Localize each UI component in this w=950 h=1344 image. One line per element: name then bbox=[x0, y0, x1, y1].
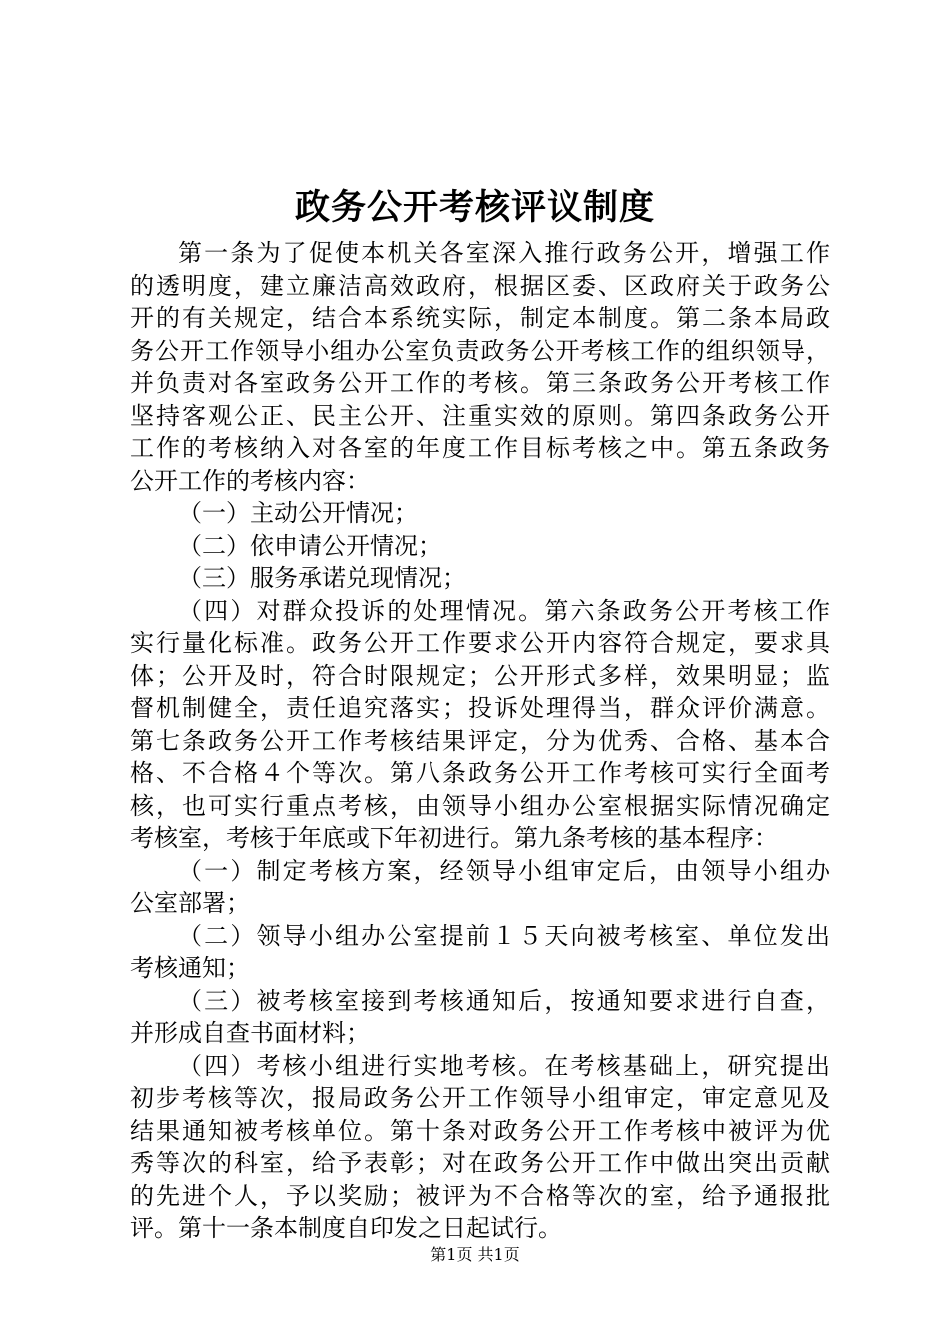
document-title: 政务公开考核评议制度 bbox=[294, 187, 655, 228]
body-text-line: 公开工作的考核内容： bbox=[130, 466, 370, 495]
body-text-line: 坚持客观公正、民主公开、注重实效的原则。第四条政务公开 bbox=[130, 401, 830, 430]
body-text-line: 核，也可实行重点考核，由领导小组办公室根据实际情况确定 bbox=[130, 791, 830, 820]
body-text-line: 开的有关规定，结合本系统实际，制定本制度。第二条本局政 bbox=[130, 304, 830, 332]
body-text-line: （一）制定考核方案，经领导小组审定后，由领导小组办 bbox=[178, 856, 830, 885]
body-text-line: 体；公开及时，符合时限规定；公开形式多样，效果明显；监 bbox=[130, 661, 830, 690]
body-text-line: 务公开工作领导小组办公室负责政务公开考核工作的组织领导， bbox=[130, 336, 830, 365]
body-text-line: （二）依申请公开情况； bbox=[178, 531, 442, 560]
body-text-line: （三）被考核室接到考核通知后，按通知要求进行自查， bbox=[178, 986, 830, 1015]
body-text-line: 督机制健全，责任追究落实；投诉处理得当，群众评价满意。 bbox=[130, 694, 830, 722]
body-text-line: 格、不合格４个等次。第八条政务公开工作考核可实行全面考 bbox=[130, 759, 830, 787]
body-text-line: 实行量化标准。政务公开工作要求公开内容符合规定，要求具 bbox=[130, 629, 830, 657]
body-text-line: （四）考核小组进行实地考核。在考核基础上，研究提出 bbox=[178, 1051, 830, 1080]
body-text-line: 公室部署； bbox=[130, 889, 250, 917]
body-text-line: 初步考核等次，报局政务公开工作领导小组审定，审定意见及 bbox=[130, 1084, 830, 1112]
body-text-line: 秀等次的科室，给予表彰；对在政务公开工作中做出突出贡献 bbox=[130, 1149, 830, 1177]
body-text-line: 的先进个人，予以奖励；被评为不合格等次的室，给予通报批 bbox=[130, 1181, 830, 1210]
body-text-line: （一）主动公开情况； bbox=[178, 499, 418, 527]
body-text-line: 并负责对各室政务公开工作的考核。第三条政务公开考核工作 bbox=[130, 369, 830, 397]
body-text-line: 第一条为了促使本机关各室深入推行政务公开，增强工作 bbox=[178, 239, 830, 267]
body-text-line: 工作的考核纳入对各室的年度工作目标考核之中。第五条政务 bbox=[130, 434, 830, 462]
body-text-line: 第七条政务公开工作考核结果评定，分为优秀、合格、基本合 bbox=[130, 726, 830, 755]
body-text-line: 考核通知； bbox=[130, 954, 250, 982]
body-text-line: 评。第十一条本制度自印发之日起试行。 bbox=[130, 1214, 562, 1242]
document-body bbox=[130, 237, 830, 1245]
body-text-line: 并形成自查书面材料； bbox=[130, 1019, 370, 1047]
body-text-line: （二）领导小组办公室提前１５天向被考核室、单位发出 bbox=[178, 921, 830, 950]
body-text-line: （四）对群众投诉的处理情况。第六条政务公开考核工作 bbox=[178, 596, 830, 625]
body-text-line: 结果通知被考核单位。第十条对政务公开工作考核中被评为优 bbox=[130, 1116, 830, 1145]
body-text-line: 的透明度，建立廉洁高效政府，根据区委、区政府关于政务公 bbox=[130, 271, 830, 300]
body-text-line: 考核室，考核于年底或下年初进行。第九条考核的基本程序： bbox=[130, 824, 778, 852]
page-footer: 第1页 共1页 bbox=[430, 1245, 520, 1264]
body-text-line: （三）服务承诺兑现情况； bbox=[178, 564, 466, 592]
